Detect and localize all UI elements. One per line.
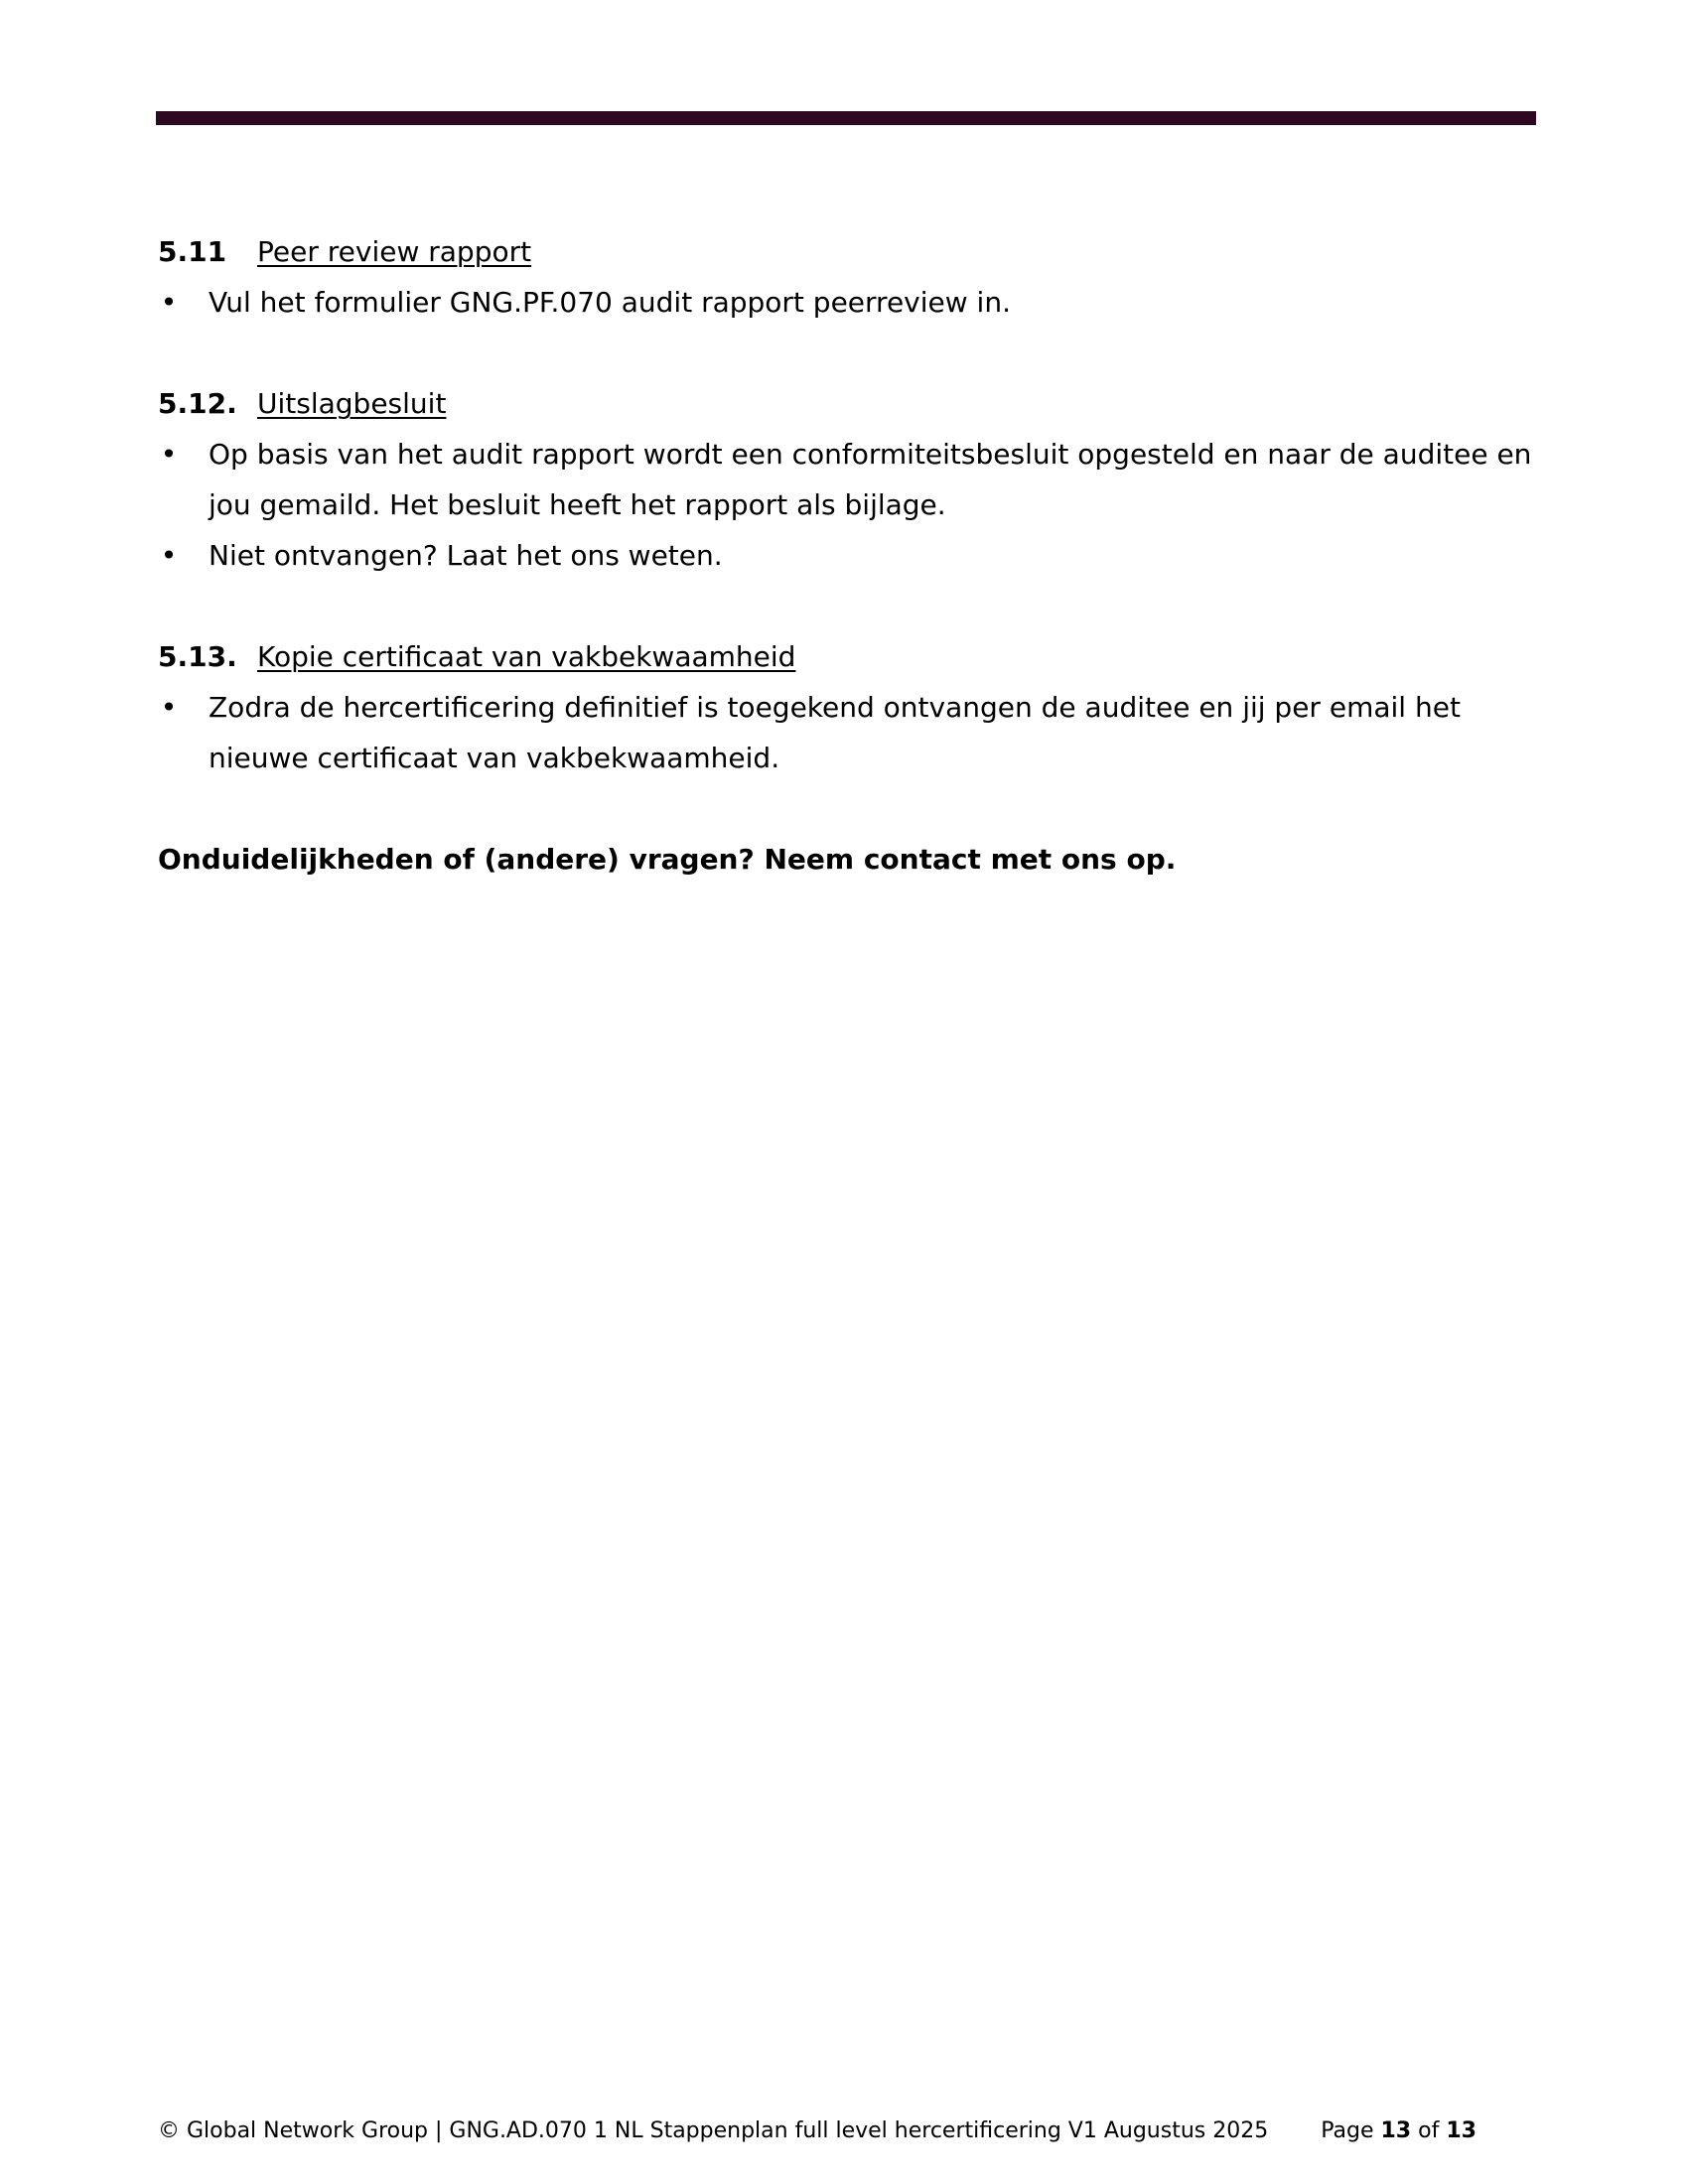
section-title: Kopie certificaat van vakbekwaamheid bbox=[257, 640, 796, 673]
list-item-text: Vul het formulier GNG.PF.070 audit rapport peerreview in. bbox=[209, 286, 1011, 319]
closing-note: Onduidelijkheden of (andere) vragen? Neem contact met ons op. bbox=[158, 843, 1177, 876]
bullet-list bbox=[158, 429, 1538, 581]
section-number: 5.11 bbox=[158, 235, 227, 268]
list-item-text: Op basis van het audit rapport wordt een conformiteitsbesluit opgesteld en naar de auditee en jou gemaild. Het besluit heeft het rapport als bijlage. bbox=[209, 438, 1532, 521]
section-title: Peer review rapport bbox=[257, 235, 532, 268]
page-indicator bbox=[1321, 2118, 1477, 2143]
page-of: of bbox=[1418, 2118, 1440, 2143]
page-total: 13 bbox=[1446, 2118, 1477, 2143]
page-footer bbox=[158, 2116, 1477, 2146]
bullet-icon: • bbox=[160, 691, 178, 724]
section-number: 5.13. bbox=[158, 640, 237, 673]
section-title: Uitslagbesluit bbox=[257, 387, 447, 420]
bullet-list bbox=[158, 277, 1538, 328]
section-5-11 bbox=[158, 226, 1538, 328]
list-item-text: Niet ontvangen? Laat het ons weten. bbox=[209, 539, 723, 572]
header-rule bbox=[156, 111, 1536, 125]
section-heading bbox=[158, 378, 1538, 429]
list-item bbox=[158, 530, 1538, 581]
list-item-text: Zodra de hercertificering definitief is toegekend ontvangen de auditee en jij per email het nieuwe certificaat van vakbekwaamheid. bbox=[209, 691, 1461, 774]
page-current: 13 bbox=[1380, 2118, 1412, 2143]
section-number: 5.12. bbox=[158, 387, 237, 420]
section-heading bbox=[158, 226, 1538, 277]
section-5-12 bbox=[158, 378, 1538, 581]
bullet-icon: • bbox=[160, 286, 178, 319]
bullet-list bbox=[158, 682, 1538, 783]
bullet-icon: • bbox=[160, 438, 178, 471]
list-item bbox=[158, 682, 1538, 783]
list-item bbox=[158, 277, 1538, 328]
section-heading bbox=[158, 631, 1538, 682]
document-body bbox=[158, 226, 1538, 885]
page-label: Page bbox=[1321, 2118, 1374, 2143]
bullet-icon: • bbox=[160, 539, 178, 572]
footer-copyright: © Global Network Group | GNG.AD.070 1 NL Stappenplan full level hercertificering V1 Augustus 2025 bbox=[158, 2118, 1269, 2143]
list-item bbox=[158, 429, 1538, 530]
section-5-13 bbox=[158, 631, 1538, 783]
